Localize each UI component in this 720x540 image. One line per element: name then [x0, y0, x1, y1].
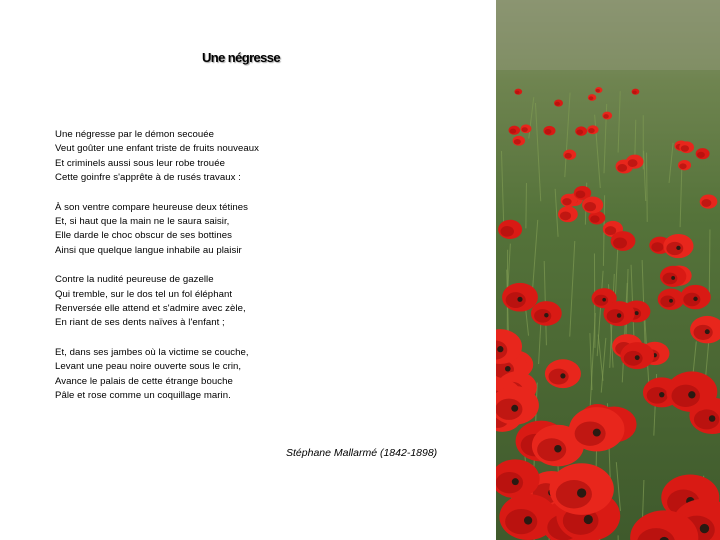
- poppy-field-photo: [496, 0, 720, 540]
- poppy-shadow: [537, 438, 566, 461]
- poppy-shadow: [666, 242, 683, 255]
- poppy-center: [635, 311, 639, 315]
- poppy-shadow: [549, 369, 569, 385]
- poppy-shadow: [624, 351, 643, 366]
- poppy-flower: [611, 231, 636, 251]
- stanza-4: [55, 346, 465, 404]
- poppy-flower: [549, 463, 614, 515]
- poppy-shadow: [647, 387, 668, 404]
- poppy-center: [617, 313, 621, 317]
- poppy-center: [512, 478, 519, 485]
- poppy-shadow: [590, 215, 599, 222]
- poppy-flower: [509, 126, 520, 135]
- poppy-shadow: [651, 242, 663, 251]
- stanza-1: [55, 128, 465, 186]
- poem-line: Pâle et rose comme un coquillage marin.: [55, 390, 231, 402]
- poppy-flower: [660, 266, 686, 287]
- poppy-flower: [498, 220, 522, 239]
- poppy-flower: [502, 283, 538, 312]
- poppy-shadow: [565, 153, 572, 159]
- poppy-shadow: [556, 480, 592, 508]
- poppy-center: [497, 346, 503, 352]
- poppy-center: [688, 391, 695, 398]
- poppy-flower: [569, 407, 624, 451]
- poppy-shadow: [605, 226, 616, 235]
- poem-line: Et, dans ses jambes où la victime se couche,: [55, 346, 249, 358]
- poem-line: Ainsi que quelque langue inhabile au plaisir: [55, 244, 242, 256]
- poppy-center: [709, 415, 716, 422]
- poppy-flower: [604, 301, 635, 326]
- stanza-3: [55, 273, 465, 331]
- poppy-shadow: [694, 409, 719, 429]
- poppy-center: [593, 429, 601, 437]
- stanza-2: [55, 201, 465, 259]
- poppy-shadow: [588, 128, 594, 133]
- poppy-shadow: [617, 164, 627, 172]
- poppy-shadow: [607, 309, 624, 323]
- poppy-center: [602, 298, 606, 302]
- poppy-shadow: [596, 89, 600, 92]
- poppy-shadow: [505, 509, 537, 534]
- poppy-shadow: [679, 163, 686, 169]
- poppy-center: [524, 516, 532, 524]
- poem-line: Elle darde le choc obscur de ses bottines: [55, 230, 232, 242]
- poppy-flower: [575, 126, 587, 135]
- poppy-shadow: [506, 292, 526, 308]
- poem-line: Renversée elle attend et s'admire avec zèle,: [55, 303, 246, 315]
- poppy-flower: [620, 342, 654, 369]
- poppy-shadow: [613, 238, 627, 249]
- poppy-center: [505, 366, 511, 372]
- poppy-center: [671, 276, 675, 280]
- poppy-shadow: [628, 159, 638, 167]
- poppy-flower: [554, 99, 563, 106]
- poppy-field-illustration: [496, 0, 720, 540]
- poppy-flower: [531, 301, 562, 326]
- poppy-flower: [632, 89, 640, 95]
- poppy-flower: [514, 89, 522, 95]
- poppy-shadow: [522, 127, 528, 132]
- poppy-shadow: [701, 199, 711, 207]
- poppy-center: [554, 445, 561, 452]
- poppy-shadow: [694, 325, 713, 340]
- poppy-center: [669, 299, 673, 303]
- author-signature: Stéphane Mallarmé (1842-1898): [286, 447, 438, 459]
- poppy-shadow: [534, 309, 551, 323]
- poem-line: Une négresse par le démon secouée: [55, 129, 214, 140]
- poppy-flower: [558, 206, 578, 222]
- poppy-center: [511, 405, 518, 412]
- poppy-shadow: [671, 385, 699, 407]
- poppy-shadow: [603, 114, 609, 118]
- poppy-shadow: [545, 129, 552, 134]
- poppy-center: [517, 297, 522, 302]
- poppy-shadow: [575, 421, 606, 445]
- poppy-flower: [626, 155, 644, 169]
- poppy-center: [544, 313, 548, 317]
- poppy-center: [577, 488, 586, 497]
- poem-line: Contre la nudité peureuse de gazelle: [55, 274, 214, 286]
- poppy-flower: [513, 136, 525, 146]
- poem-line: Qui tremble, sur le dos tel un fol éléphant: [55, 288, 233, 300]
- poem-line: Et criminels aussi sous leur robe trouée: [55, 157, 225, 169]
- poppy-shadow: [515, 91, 519, 94]
- poppy-shadow: [632, 91, 636, 94]
- poppy-center: [705, 329, 710, 334]
- poppy-flower: [543, 126, 555, 136]
- poppy-flower: [521, 124, 532, 133]
- poppy-flower: [545, 359, 581, 388]
- poppy-shadow: [589, 96, 594, 100]
- poppy-shadow: [683, 293, 700, 306]
- poppy-shadow: [663, 273, 678, 285]
- poppy-shadow: [510, 129, 516, 134]
- poppy-flower: [582, 197, 603, 214]
- poppy-center: [693, 297, 697, 301]
- poppy-center: [659, 392, 664, 397]
- poppy-shadow: [555, 102, 560, 106]
- poppy-shadow: [660, 295, 675, 307]
- poppy-flower: [678, 160, 691, 170]
- poem-line: Levant une peau noire ouverte sous le crin,: [55, 361, 242, 373]
- poppy-flower: [595, 87, 603, 93]
- poppy-shadow: [576, 191, 586, 199]
- stem: [526, 183, 527, 228]
- poppy-flower: [666, 371, 717, 412]
- poppy-center: [635, 355, 640, 360]
- poem-line: Avance le palais de cette étrange bouche: [55, 375, 233, 387]
- poppy-flower: [696, 148, 710, 159]
- poppy-shadow: [562, 198, 571, 205]
- poppy-shadow: [594, 295, 608, 306]
- poem-body: [55, 128, 465, 419]
- poppy-flower: [700, 195, 718, 209]
- distant-hill: [496, 0, 720, 70]
- poppy-shadow: [584, 202, 596, 211]
- poppy-shadow: [496, 399, 522, 420]
- poppy-shadow: [560, 211, 571, 220]
- poppy-flower: [563, 150, 576, 160]
- poppy-shadow: [514, 139, 521, 144]
- poppy-center: [584, 515, 593, 524]
- poppy-shadow: [681, 145, 689, 151]
- poem-title: Une négresse: [202, 50, 281, 65]
- poppy-flower: [679, 141, 694, 153]
- poem-line: Et, si haut que la main ne le saura saisir,: [55, 216, 230, 228]
- poppy-flower: [587, 125, 598, 134]
- poppy-flower: [588, 94, 596, 101]
- poppy-center: [560, 373, 565, 378]
- poppy-shadow: [576, 130, 583, 135]
- poppy-flower: [680, 285, 711, 309]
- poem-line: Veut goûter une enfant triste de fruits nouveaux: [55, 143, 260, 155]
- poppy-center: [700, 524, 709, 533]
- poppy-shadow: [496, 472, 523, 493]
- poppy-flower: [658, 289, 685, 310]
- poppy-shadow: [500, 226, 513, 237]
- poppy-flower: [602, 112, 612, 120]
- poppy-shadow: [697, 152, 705, 158]
- poppy-flower: [663, 234, 693, 258]
- poem-line: À son ventre compare heureuse deux tétines: [55, 201, 249, 213]
- poem-line: En riant de ses dents naïves à l'enfant ;: [55, 317, 225, 329]
- poppy-center: [676, 246, 680, 250]
- poem-line: Cette goinfre s'apprête à de rusés travaux :: [55, 172, 241, 184]
